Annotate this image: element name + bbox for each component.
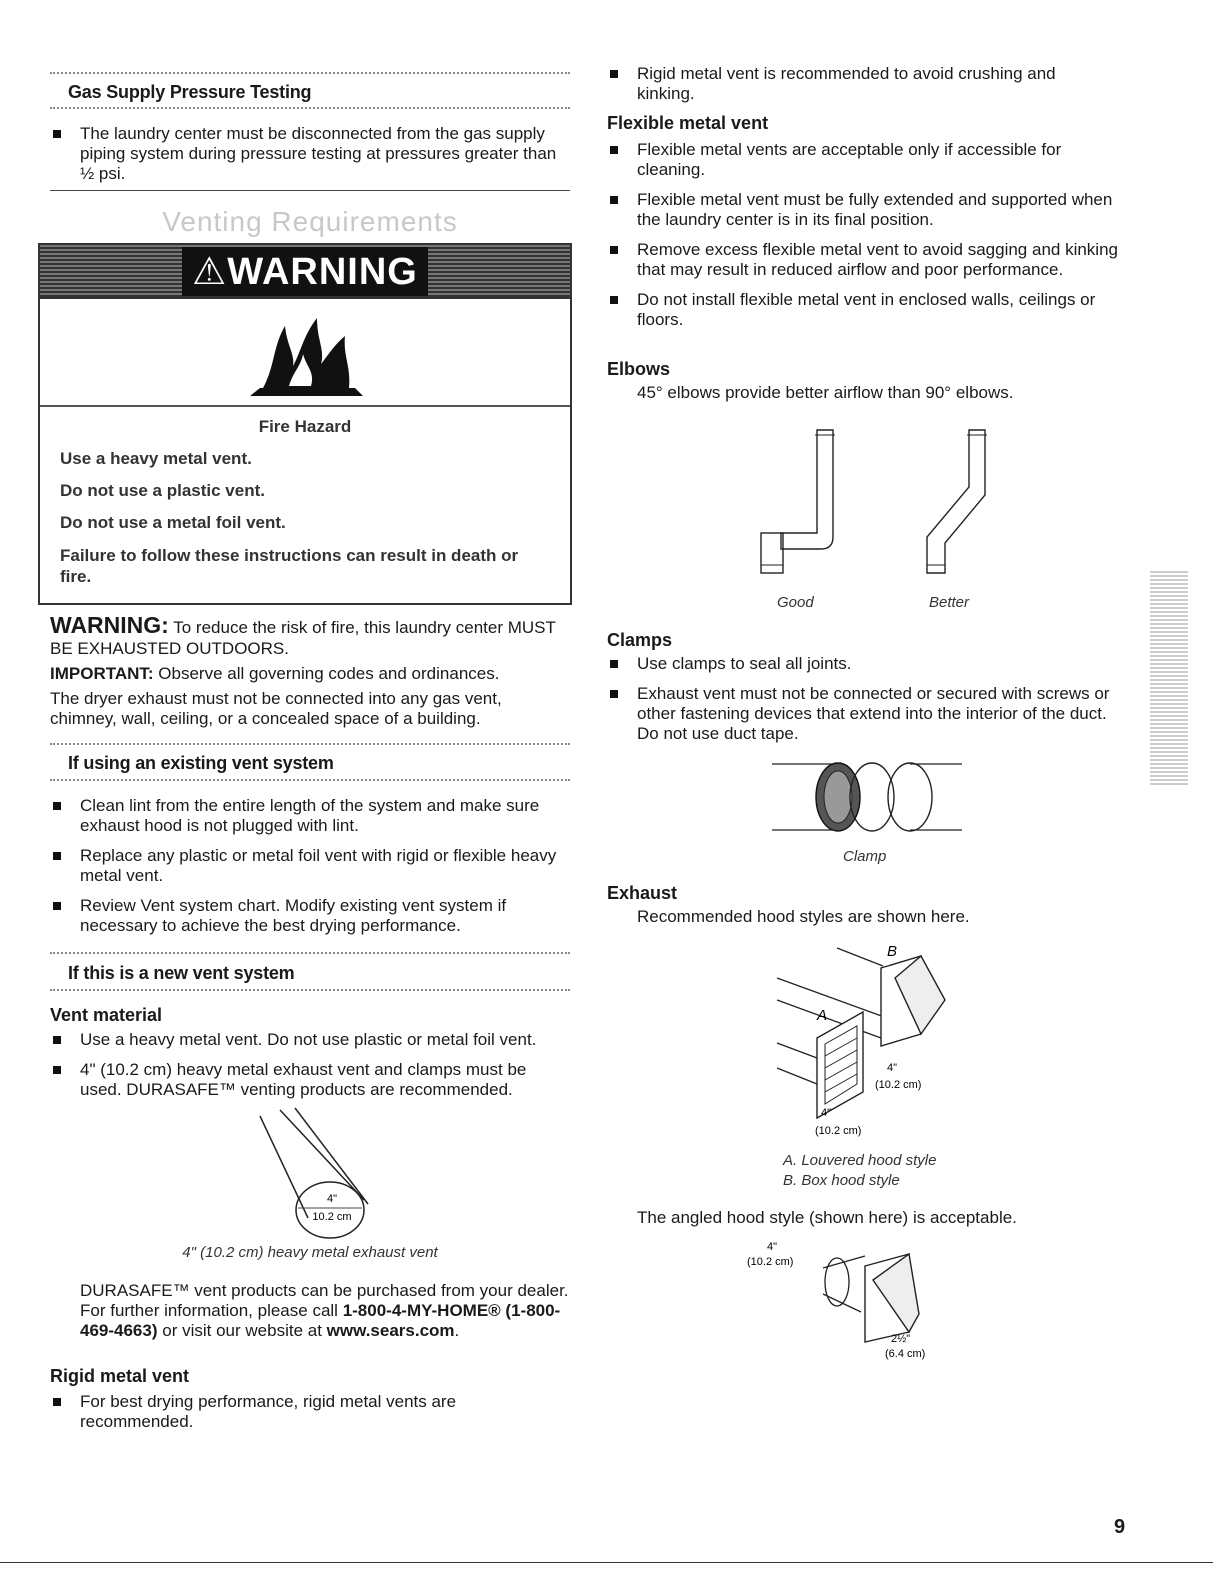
bottom-rule — [0, 1562, 1213, 1563]
angled-dim-cm: (10.2 cm) — [747, 1256, 794, 1268]
warning-label: ⚠WARNING — [182, 247, 428, 296]
divider — [50, 190, 570, 191]
list-item: Flexible metal vent must be fully extended and supported when the laundry center is in its final position. — [607, 190, 1127, 230]
box-dim-in: 4" — [887, 1062, 898, 1074]
angled-dim2-cm: (6.4 cm) — [885, 1348, 926, 1360]
vent-material-heading: Vent material — [50, 1005, 163, 1025]
list-item: Review Vent system chart. Modify existing vent system if necessary to achieve the best drying performance. — [50, 896, 570, 936]
list-item: Do not install flexible metal vent in enclosed walls, ceilings or floors. — [607, 290, 1127, 330]
fire-symbol-area — [40, 299, 570, 407]
exhaust-note: The dryer exhaust must not be connected into any gas vent, chimney, wall, ceiling, or a concealed space of a building. — [50, 689, 502, 728]
heavy-vent-figure — [240, 1108, 380, 1248]
list-item: Clean lint from the entire length of the system and make sure exhaust hood is not plugged with lint. — [50, 796, 570, 836]
warning-text — [40, 407, 570, 597]
divider — [50, 743, 570, 745]
divider — [50, 989, 570, 991]
divider — [50, 72, 570, 74]
angled-hood-figure — [747, 1238, 947, 1368]
box-dim-cm: (10.2 cm) — [875, 1079, 922, 1091]
flexible-list — [607, 140, 1127, 340]
hazard-title: Fire Hazard — [258, 417, 352, 436]
list-item: Replace any plastic or metal foil vent with rigid or flexible heavy metal vent. — [50, 846, 570, 886]
gas-testing-heading: Gas Supply Pressure Testing — [68, 82, 312, 102]
louver-dim-in: 4" — [821, 1107, 832, 1119]
list-item: Rigid metal vent is recommended to avoid crushing and kinking. — [607, 64, 1107, 104]
elbow-better-caption: Better — [929, 594, 970, 611]
rigid-vent-list — [50, 1392, 570, 1442]
page-number: 9 — [1114, 1516, 1126, 1538]
divider — [50, 952, 570, 954]
existing-vent-heading: If using an existing vent system — [68, 753, 334, 773]
angled-dim2-in: 2½" — [891, 1333, 911, 1345]
elbows-text: 45° elbows provide better airflow than 90° elbows. — [637, 383, 1014, 402]
warning-bar — [40, 245, 570, 299]
vent-dim-cm: 10.2 cm — [312, 1211, 352, 1223]
warning-line: Do not use a metal foil vent. — [60, 513, 286, 532]
warning-statement-text: To reduce the risk of fire, this laundry center MUST BE EXHAUSTED OUTDOORS. — [50, 618, 556, 658]
important-text: Observe all governing codes and ordinances. — [158, 664, 500, 683]
durasafe-paragraph — [80, 1281, 580, 1341]
rigid-list — [607, 64, 1107, 114]
list-item: Remove excess flexible metal vent to avoid sagging and kinking that may result in reduced airflow and poor performance. — [607, 240, 1127, 280]
clamp-caption: Clamp — [843, 848, 887, 865]
list-item: The laundry center must be disconnected from the gas supply piping system during pressure testing at pressures greater than ½ psi. — [50, 124, 560, 184]
vent-figure-caption: 4" (10.2 cm) heavy metal exhaust vent — [182, 1244, 438, 1261]
durasafe-website[interactable]: www.sears.com — [326, 1321, 455, 1340]
durasafe-text: DURASAFE™ vent products can be purchased from your dealer. For further information, please call — [80, 1281, 569, 1320]
warning-statement — [50, 612, 570, 659]
warning-line: Do not use a plastic vent. — [60, 481, 265, 500]
list-item: Use clamps to seal all joints. — [607, 654, 1127, 674]
list-item: Flexible metal vents are acceptable only if accessible for cleaning. — [607, 140, 1127, 180]
hood-caption-b: B. Box hood style — [783, 1172, 900, 1189]
list-item: Use a heavy metal vent. Do not use plastic or metal foil vent. — [50, 1030, 570, 1050]
clamps-list — [607, 654, 1127, 754]
vent-material-list — [50, 1030, 570, 1110]
clamps-heading: Clamps — [607, 630, 673, 650]
divider — [50, 779, 570, 781]
clamp-figure — [772, 758, 962, 838]
elbows-figure — [757, 425, 997, 585]
durasafe-phone: 1-800-4-MY-HOME® (1-800-469-4663) — [80, 1301, 561, 1340]
fire-icon — [245, 306, 365, 398]
rigid-vent-heading: Rigid metal vent — [50, 1366, 190, 1386]
warning-line: Failure to follow these instructions can result in death or fire. — [60, 546, 519, 586]
new-vent-heading: If this is a new vent system — [68, 963, 295, 983]
exhaust-heading: Exhaust — [607, 883, 678, 903]
hood-styles-figure — [777, 938, 1007, 1138]
important-note — [50, 664, 570, 684]
existing-vent-list — [50, 796, 570, 946]
side-tab-marker — [1150, 570, 1188, 785]
divider — [50, 107, 570, 109]
list-item: Exhaust vent must not be connected or secured with screws or other fastening devices that extend into the interior of the duct. Do not use duct tape. — [607, 684, 1127, 744]
list-item: For best drying performance, rigid metal vents are recommended. — [50, 1392, 570, 1432]
angled-hood-text: The angled hood style (shown here) is acceptable. — [637, 1208, 1017, 1227]
flexible-heading: Flexible metal vent — [607, 113, 769, 133]
warning-box — [38, 243, 572, 605]
important-label: IMPORTANT: — [50, 664, 154, 683]
warning-statement-label: WARNING: — [50, 612, 169, 638]
hood-caption-a: A. Louvered hood style — [783, 1152, 937, 1169]
durasafe-text2: or visit our website at — [162, 1321, 322, 1340]
gas-testing-list — [50, 124, 560, 194]
warning-line: Use a heavy metal vent. — [60, 449, 252, 468]
elbows-heading: Elbows — [607, 359, 671, 379]
angled-dim-in: 4" — [767, 1241, 778, 1253]
vent-dim-in: 4" — [326, 1193, 338, 1205]
label-b: B — [887, 943, 898, 960]
list-item: 4" (10.2 cm) heavy metal exhaust vent and clamps must be used. DURASAFE™ venting products are recommended. — [50, 1060, 570, 1100]
exhaust-text: Recommended hood styles are shown here. — [637, 907, 970, 926]
elbow-good-caption: Good — [777, 594, 814, 611]
label-a: A — [817, 1007, 828, 1024]
louver-dim-cm: (10.2 cm) — [815, 1125, 862, 1137]
venting-title: Venting Requirements — [162, 206, 458, 237]
durasafe-period: . — [454, 1321, 460, 1340]
